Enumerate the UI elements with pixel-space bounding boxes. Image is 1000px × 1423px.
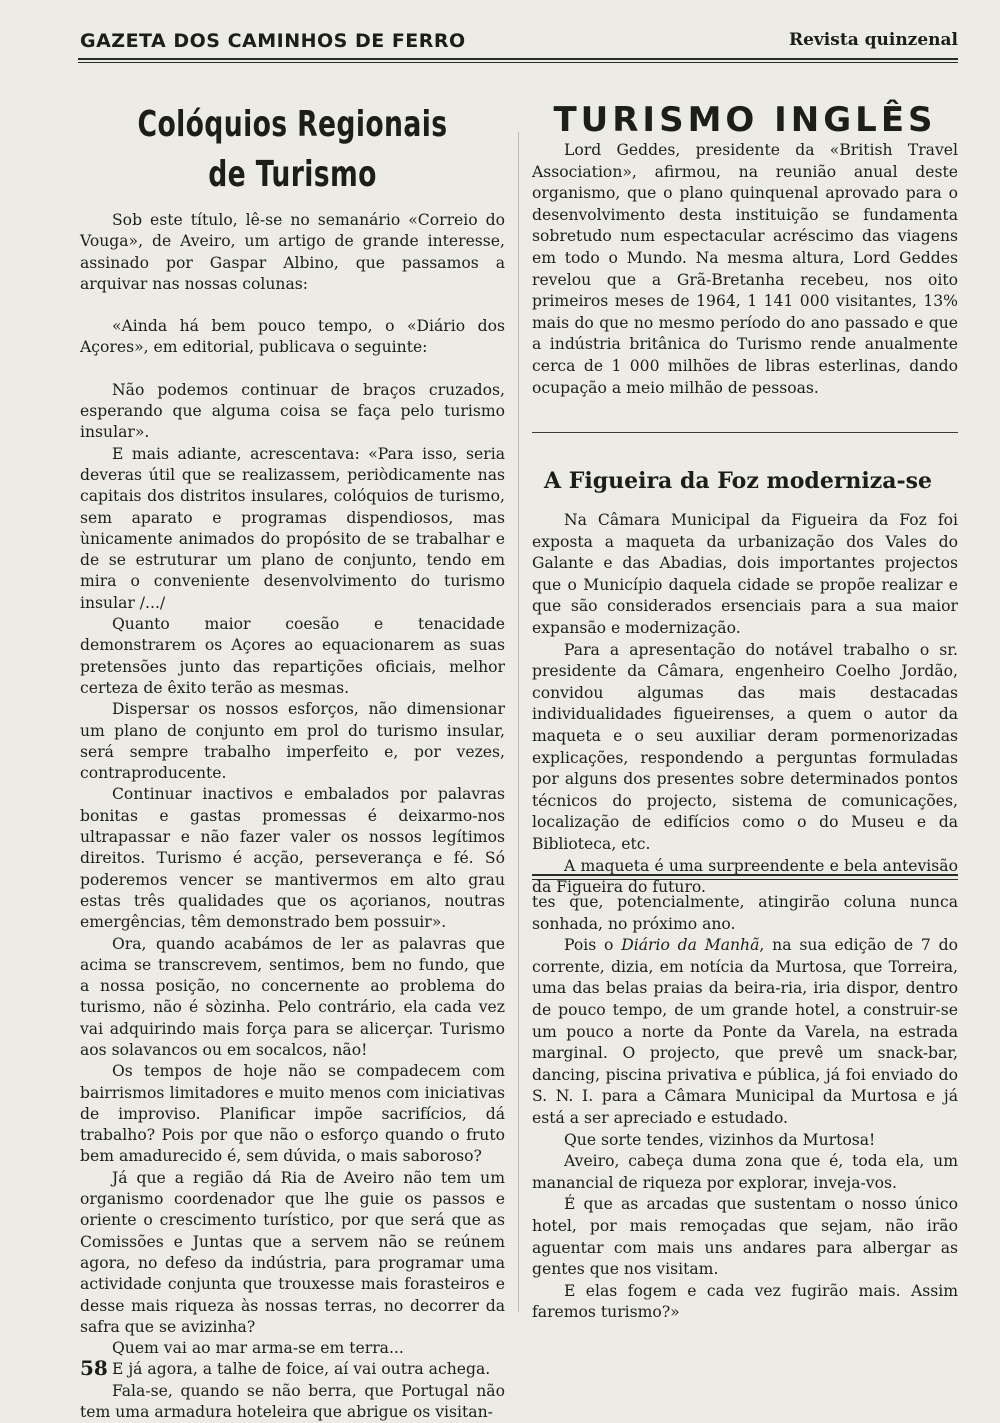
left-article (80, 100, 505, 1423)
paragraph: Quanto maior coesão e tenacidade demonstrarem os Açores ao equacionarem as suas pretensões junto das repartições oficiais, melhor certeza de êxito terão as mesmas. (80, 615, 505, 697)
paragraph: E elas fogem e cada vez fugirão mais. Assim faremos turismo?» (532, 1281, 958, 1322)
paragraph: É que as arcadas que sustentam o nosso único hotel, por mais remoçadas que sejam, não irão aguentar com mais uns andares para albergar as gentes que nos visitam. (532, 1195, 958, 1279)
paragraph: tes que, potencialmente, atingirão coluna nunca sonhada, no próximo ano. (532, 893, 958, 933)
left-article-title: Colóquios Regionais de Turismo (137, 104, 448, 195)
section-rule-thin (532, 879, 958, 880)
paragraph: Fala-se, quando se não berra, que Portugal não tem uma armadura hoteleira que abrigue os visitan- (80, 1381, 505, 1422)
paragraph: «Ainda há bem pouco tempo, o «Diário dos Açores», em editorial, publicava o seguinte: (80, 317, 505, 357)
turismo-ingles-article (532, 100, 958, 399)
column-divider (518, 132, 519, 1312)
page-number: 58 (80, 1356, 108, 1380)
section-rule-thick (532, 874, 958, 876)
paragraph: Na Câmara Municipal da Figueira da Foz foi exposta a maqueta da urbanização dos Vales do Galante e das Abadias, dois importantes projectos que o Município daquela cidade se propõe realizar e que são considerados ersenciais para a sua maior expansão e modernização. (532, 511, 958, 637)
paragraph: Os tempos de hoje não se compadecem com bairrismos limitadores e muito menos com iniciativas de improviso. Planificar impõe sacrifícios, dá trabalho? Pois por que não o esforço quando o fruto bem amadurecido é, sem dúvida, o mais saboroso? (80, 1062, 505, 1166)
paragraph: E já agora, a talhe de foice, aí vai outra achega. (112, 1360, 491, 1379)
paragraph: Quem vai ao mar arma-se em terra... (112, 1339, 404, 1358)
journal-title: GAZETA DOS CAMINHOS DE FERRO (80, 30, 466, 52)
continuation-text (532, 892, 958, 1324)
paragraph: A maqueta é uma surpreendente e bela antevisão da Figueira do futuro. (532, 856, 958, 897)
newspaper-name: Diário da Manhã (621, 936, 760, 955)
paragraph: Ora, quando acabámos de ler as palavras que acima se transcrevem, sentimos, bem no fundo, que a nossa posição, no concernente ao problema do turismo, não é sòzinha. Pelo contrário, ela cada vez vai adquirindo mais força para se alicerçar. Turismo aos solavancos ou em socalcos, não! (80, 934, 505, 1059)
section-rule (532, 432, 958, 433)
paragraph: Continuar inactivos e embalados por palavras bonitas e gastas promessas é deixarmo-nos ultrapassar e não fazer valer os nossos legítimos direitos. Turismo é acção, perseverança e fé. Só poderemos vencer se mantivermos em alto grau estas três qualidades que os açorianos, noutras emergências, têm demonstrado bem possuir». (80, 785, 505, 932)
journal-subtitle: Revista quinzenal (788, 30, 958, 50)
turismo-ingles-title: TURISMO INGLÊS (553, 100, 937, 140)
paragraph: Não podemos continuar de braços cruzados, esperando que alguma coisa se faça pelo turismo insular». (80, 380, 505, 442)
paragraph: Lord Geddes, presidente da «British Travel Association», afirmou, na reunião anual deste organismo, que o plano quinquenal aprovado para o desenvolvimento desta instituição se fundamenta sobretudo num espectacular acréscimo das viagens em todo o Mundo. Na mesma altura, Lord Geddes revelou que a Grã-Bretanha recebeu, nos oito primeiros meses de 1964, 1 141 000 visitantes, 13% mais do que no mesmo período do ano passado e que a indústria britânica do Turismo rende anualmente cerca de 1 000 milhões de libras esterlinas, dando ocupação a meio milhão de pessoas. (532, 141, 958, 397)
figueira-title: A Figueira da Foz moderniza-se (544, 468, 933, 494)
paragraph: Que sorte tendes, vizinhos da Murtosa! (564, 1130, 876, 1149)
header-rule-thin (78, 62, 958, 63)
paragraph: Sob este título, lê-se no semanário «Correio do Vouga», de Aveiro, um artigo de grande interesse, assinado por Gaspar Albino, que passamos a arquivar nas nossas colunas: (80, 211, 505, 293)
paragraph: Pois o Diário da Manhã, na sua edição de 7 do corrente, dizia, em notícia da Murtosa, que Torreira, uma das belas praias da beira-ria, iria dispor, dentro de pouco tempo, de um grande hotel, a construir-se um pouco a norte da Ponte da Varela, na estrada marginal. O projecto, que prevê um snack-bar, dancing, piscina privativa e pública, já foi enviado do S. N. I. para a Câmara Municipal da Murtosa e já está a ser apreciado e estudado. (532, 936, 958, 1127)
figueira-article (532, 466, 958, 899)
paragraph: Dispersar os nossos esforços, não dimensionar um plano de conjunto em prol do turismo insular, será sempre trabalho imperfeito e, por vezes, contraproducente. (80, 700, 505, 783)
paragraph: Para a apresentação do notável trabalho o sr. presidente da Câmara, engenheiro Coelho Jordão, convidou algumas das mais destacadas individualidades figueirenses, a quem o autor da maqueta e o seu auxiliar deram pormenorizadas explicações, respondendo a perguntas formuladas por alguns dos presentes sobre determinados pontos técnicos do projecto, sistema de comunicações, localização de edifícios como o do Museu e da Biblioteca, etc. (532, 640, 958, 853)
paragraph: Aveiro, cabeça duma zona que é, toda ela, um manancial de riqueza por explorar, inveja-vos. (532, 1152, 958, 1192)
header-rule (78, 58, 958, 60)
paragraph: Já que a região dá Ria de Aveiro não tem um organismo coordenador que lhe guie os passos e oriente o crescimento turístico, por que será que as Comissões e Juntas que a servem não se reúnem agora, no defeso da indústria, para programar uma actividade conjunta que trouxesse mais forasteiros e desse mais riqueza às nossas terras, no decorrer da safra que se avizinha? (80, 1168, 505, 1336)
paragraph: E mais adiante, acrescentava: «Para isso, seria deveras útil que se realizassem, periòdicamente nas capitais dos distritos insulares, colóquios de turismo, sem aparato e programas dispendiosos, mas ùnicamente animados do propósito de se trabalhar e de se estruturar um plano de conjunto, tendo em mira o conveniente desenvolvimento do turismo insular /.../ (80, 444, 505, 612)
